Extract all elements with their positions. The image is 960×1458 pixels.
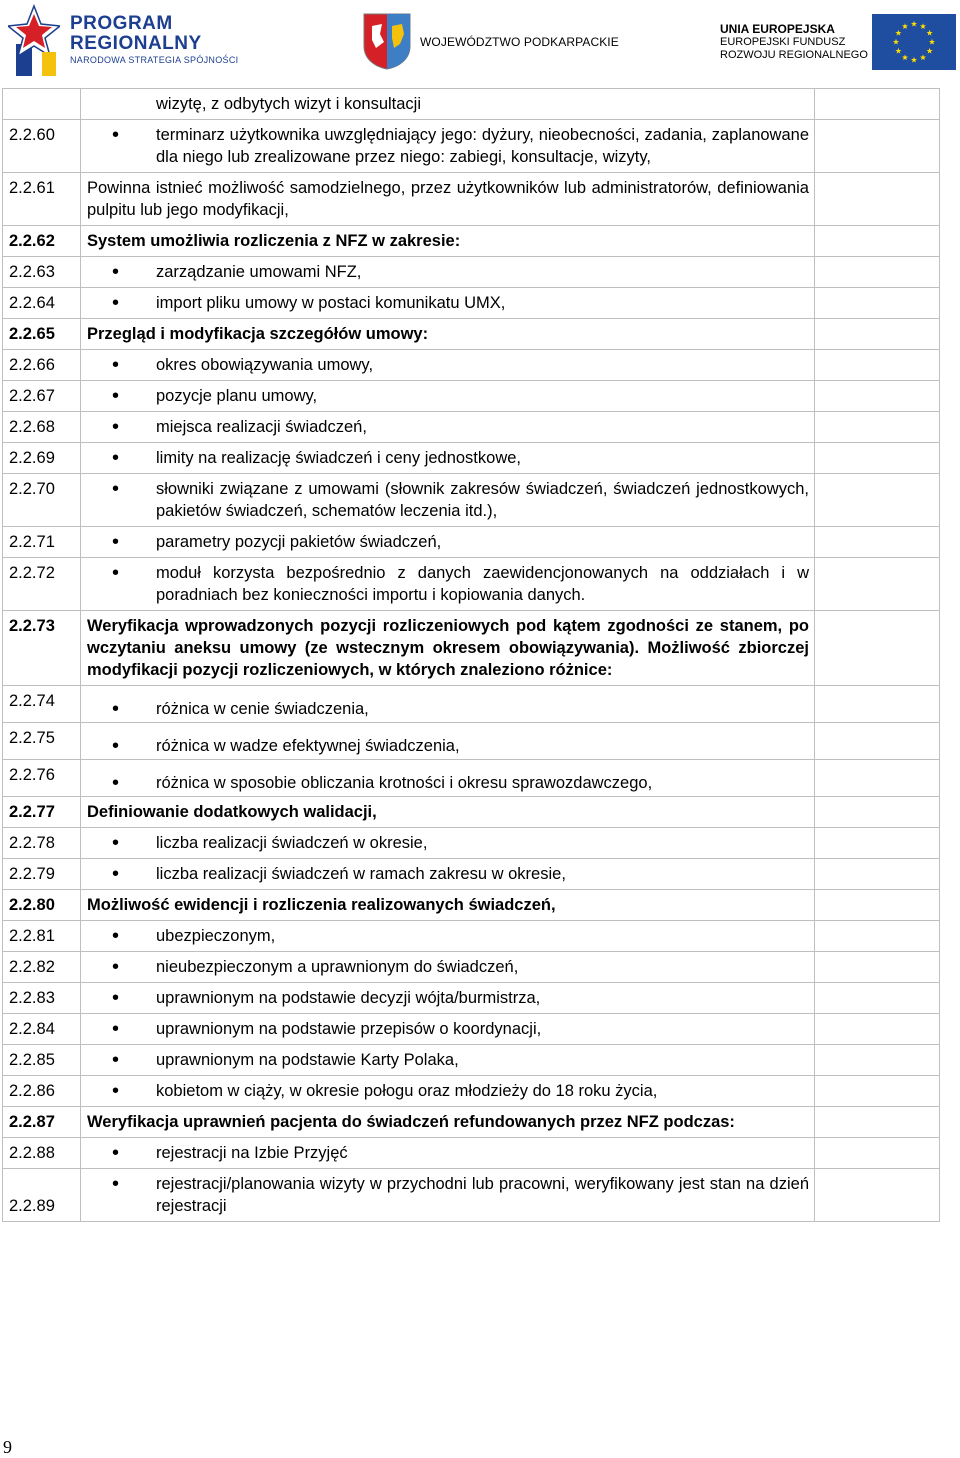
requirement-number: 2.2.79 xyxy=(3,859,81,890)
requirement-text-cell xyxy=(81,952,815,983)
requirement-text: Weryfikacja wprowadzonych pozycji rozliczeniowych pod kątem zgodności ze stanem, po wczytaniu aneksu umowy (ze wstecznym okresem obowiązywania). Możliwość zbiorczej modyfikacji pozycji rozliczeniowych, w których znaleziono różnice: xyxy=(87,617,809,679)
requirement-text-cell xyxy=(81,890,815,921)
requirement-text: • uprawnionym na podstawie przepisów o koordynacji, xyxy=(87,1018,809,1040)
requirement-number: 2.2.85 xyxy=(3,1045,81,1076)
empty-column-cell xyxy=(815,350,940,381)
table-row xyxy=(3,474,940,527)
table-row xyxy=(3,983,940,1014)
requirements-table xyxy=(2,88,940,1222)
empty-column-cell xyxy=(815,1138,940,1169)
empty-column-cell xyxy=(815,890,940,921)
table-row xyxy=(3,1076,940,1107)
table-row xyxy=(3,723,940,760)
voivodeship-logo xyxy=(362,10,662,72)
requirement-text-cell xyxy=(81,760,815,797)
requirement-text: • moduł korzysta bezpośrednio z danych zaewidencjonowanych na oddziałach i w poradniach bez konieczności importu i kopiowania danych. xyxy=(87,562,809,606)
requirement-number: 2.2.62 xyxy=(3,226,81,257)
empty-column-cell xyxy=(815,686,940,723)
requirement-number: 2.2.63 xyxy=(3,257,81,288)
requirement-number: 2.2.75 xyxy=(3,723,81,760)
empty-column-cell xyxy=(815,173,940,226)
requirement-text: • kobietom w ciąży, w okresie połogu oraz młodzieży do 18 roku życia, xyxy=(87,1080,809,1102)
requirement-text: • limity na realizację świadczeń i ceny jednostkowe, xyxy=(87,447,809,469)
requirement-text-cell xyxy=(81,558,815,611)
requirement-number: 2.2.83 xyxy=(3,983,81,1014)
requirement-number xyxy=(3,89,81,120)
empty-column-cell xyxy=(815,828,940,859)
requirement-text: • rejestracji na Izbie Przyjęć xyxy=(87,1142,809,1164)
requirement-text: • różnica w cenie świadczenia, xyxy=(87,698,809,720)
requirement-text-cell xyxy=(81,828,815,859)
empty-column-cell xyxy=(815,797,940,828)
requirement-text: • liczba realizacji świadczeń w ramach zakresu w okresie, xyxy=(87,863,809,885)
requirement-text: Możliwość ewidencji i rozliczenia realizowanych świadczeń, xyxy=(87,896,556,914)
requirement-number: 2.2.66 xyxy=(3,350,81,381)
requirement-number: 2.2.71 xyxy=(3,527,81,558)
requirement-text: • ubezpieczonym, xyxy=(87,925,809,947)
requirement-number: 2.2.87 xyxy=(3,1107,81,1138)
table-row xyxy=(3,288,940,319)
requirement-text-cell xyxy=(81,173,815,226)
program-regionalny-wordmark xyxy=(70,14,238,67)
empty-column-cell xyxy=(815,611,940,686)
table-row xyxy=(3,412,940,443)
eu-wordmark xyxy=(720,22,868,62)
empty-column-cell xyxy=(815,527,940,558)
requirement-number: 2.2.89 xyxy=(3,1169,81,1222)
requirement-text: • rejestracji/planowania wizyty w przychodni lub pracowni, weryfikowany jest stan na dzień rejestracji xyxy=(87,1173,809,1217)
eu-flag-icon xyxy=(872,14,956,70)
requirement-text-cell xyxy=(81,350,815,381)
empty-column-cell xyxy=(815,443,940,474)
empty-column-cell xyxy=(815,89,940,120)
requirement-text: System umożliwia rozliczenia z NFZ w zakresie: xyxy=(87,232,461,250)
table-row xyxy=(3,859,940,890)
requirement-text: • zarządzanie umowami NFZ, xyxy=(87,261,809,283)
empty-column-cell xyxy=(815,226,940,257)
requirement-number: 2.2.65 xyxy=(3,319,81,350)
table-row xyxy=(3,319,940,350)
table-row xyxy=(3,443,940,474)
page-number: 9 xyxy=(3,1437,12,1457)
requirement-number: 2.2.61 xyxy=(3,173,81,226)
requirement-text-cell xyxy=(81,120,815,173)
requirement-text-cell xyxy=(81,611,815,686)
empty-column-cell xyxy=(815,288,940,319)
requirement-number: 2.2.77 xyxy=(3,797,81,828)
table-row xyxy=(3,611,940,686)
requirement-text-cell xyxy=(81,474,815,527)
requirement-number: 2.2.69 xyxy=(3,443,81,474)
table-row xyxy=(3,1138,940,1169)
empty-column-cell xyxy=(815,859,940,890)
requirement-text: • nieubezpieczonym a uprawnionym do świadczeń, xyxy=(87,956,809,978)
table-row xyxy=(3,1107,940,1138)
table-row xyxy=(3,381,940,412)
table-row xyxy=(3,1169,940,1222)
requirement-text: • różnica w wadze efektywnej świadczenia, xyxy=(87,735,809,757)
table-row xyxy=(3,226,940,257)
page-header xyxy=(0,0,960,80)
requirement-number: 2.2.78 xyxy=(3,828,81,859)
requirement-number: 2.2.84 xyxy=(3,1014,81,1045)
requirement-text-cell xyxy=(81,686,815,723)
requirement-number: 2.2.76 xyxy=(3,760,81,797)
requirement-number: 2.2.86 xyxy=(3,1076,81,1107)
empty-column-cell xyxy=(815,723,940,760)
requirement-text-cell xyxy=(81,1169,815,1222)
requirement-text: • liczba realizacji świadczeń w okresie, xyxy=(87,832,809,854)
requirement-text-cell xyxy=(81,89,815,120)
requirement-number: 2.2.73 xyxy=(3,611,81,686)
table-row xyxy=(3,173,940,226)
table-row xyxy=(3,1014,940,1045)
program-line1: PROGRAM xyxy=(70,13,173,34)
requirement-number: 2.2.67 xyxy=(3,381,81,412)
table-row xyxy=(3,120,940,173)
table-row xyxy=(3,527,940,558)
requirement-text-cell xyxy=(81,443,815,474)
requirement-number: 2.2.68 xyxy=(3,412,81,443)
requirement-text: • różnica w sposobie obliczania krotności i okresu sprawozdawczego, xyxy=(87,772,809,794)
requirement-text-cell xyxy=(81,921,815,952)
empty-column-cell xyxy=(815,257,940,288)
requirement-text: • uprawnionym na podstawie Karty Polaka, xyxy=(87,1049,809,1071)
empty-column-cell xyxy=(815,1107,940,1138)
empty-column-cell xyxy=(815,1169,940,1222)
empty-column-cell xyxy=(815,952,940,983)
requirement-number: 2.2.60 xyxy=(3,120,81,173)
requirement-text: • pozycje planu umowy, xyxy=(87,385,809,407)
requirement-number: 2.2.80 xyxy=(3,890,81,921)
requirement-text-cell xyxy=(81,288,815,319)
empty-column-cell xyxy=(815,1045,940,1076)
requirement-text-cell xyxy=(81,1014,815,1045)
program-regionalny-star-icon xyxy=(8,4,60,76)
table-row xyxy=(3,921,940,952)
empty-column-cell xyxy=(815,474,940,527)
requirement-text: Definiowanie dodatkowych walidacji, xyxy=(87,803,377,821)
program-regionalny-logo xyxy=(6,4,246,76)
requirement-text-cell xyxy=(81,226,815,257)
table-row xyxy=(3,760,940,797)
requirement-text: • okres obowiązywania umowy, xyxy=(87,354,809,376)
empty-column-cell xyxy=(815,921,940,952)
table-row xyxy=(3,828,940,859)
eu-line3: ROZWOJU REGIONALNEGO xyxy=(720,49,868,61)
requirement-text-cell xyxy=(81,859,815,890)
table-row xyxy=(3,686,940,723)
requirement-text-cell xyxy=(81,381,815,412)
program-line3: NARODOWA STRATEGIA SPÓJNOŚCI xyxy=(70,55,239,65)
requirement-text-cell xyxy=(81,527,815,558)
program-line2: REGIONALNY xyxy=(70,33,202,54)
requirement-number: 2.2.70 xyxy=(3,474,81,527)
table-row xyxy=(3,797,940,828)
requirement-text: Powinna istnieć możliwość samodzielnego, przez użytkowników lub administratorów, definiowania pulpitu lub jego modyfikacji, xyxy=(87,179,809,219)
empty-column-cell xyxy=(815,1076,940,1107)
table-row xyxy=(3,890,940,921)
requirement-text: • słowniki związane z umowami (słownik zakresów świadczeń, świadczeń jednostkowych, pakietów świadczeń, schematów leczenia itd.), xyxy=(87,478,809,522)
requirement-number: 2.2.81 xyxy=(3,921,81,952)
requirement-text: • import pliku umowy w postaci komunikatu UMX, xyxy=(87,292,809,314)
table-row xyxy=(3,558,940,611)
requirement-text-cell xyxy=(81,412,815,443)
requirement-text-cell xyxy=(81,1076,815,1107)
requirement-number: 2.2.82 xyxy=(3,952,81,983)
eu-logo xyxy=(700,10,958,72)
requirement-text-cell xyxy=(81,319,815,350)
table-row xyxy=(3,952,940,983)
requirement-number: 2.2.88 xyxy=(3,1138,81,1169)
coat-of-arms-icon xyxy=(362,12,412,70)
requirement-number: 2.2.64 xyxy=(3,288,81,319)
requirement-text-cell xyxy=(81,1107,815,1138)
table-row xyxy=(3,350,940,381)
table-row xyxy=(3,257,940,288)
empty-column-cell xyxy=(815,983,940,1014)
requirement-text-cell xyxy=(81,797,815,828)
eu-line1: UNIA EUROPEJSKA xyxy=(720,22,835,36)
empty-column-cell xyxy=(815,1014,940,1045)
empty-column-cell xyxy=(815,319,940,350)
eu-line2: EUROPEJSKI FUNDUSZ xyxy=(720,36,846,48)
voivodeship-name: WOJEWÓDZTWO PODKARPACKIE xyxy=(420,35,619,49)
empty-column-cell xyxy=(815,120,940,173)
requirement-text: wizytę, z odbytych wizyt i konsultacji xyxy=(156,95,422,113)
empty-column-cell xyxy=(815,412,940,443)
requirement-text-cell xyxy=(81,1045,815,1076)
requirement-number: 2.2.74 xyxy=(3,686,81,723)
requirement-text: • miejsca realizacji świadczeń, xyxy=(87,416,809,438)
empty-column-cell xyxy=(815,760,940,797)
requirement-text-cell xyxy=(81,257,815,288)
requirement-text: • terminarz użytkownika uwzględniający jego: dyżury, nieobecności, zadania, zaplanowane dla niego lub zrealizowane przez niego: zabiegi, konsultacje, wizyty, xyxy=(87,124,809,168)
requirement-number: 2.2.72 xyxy=(3,558,81,611)
table-row xyxy=(3,1045,940,1076)
requirement-text-cell xyxy=(81,983,815,1014)
requirement-text: Przegląd i modyfikacja szczegółów umowy: xyxy=(87,325,429,343)
requirements-table-body xyxy=(3,89,940,1222)
empty-column-cell xyxy=(815,381,940,412)
requirement-text: • parametry pozycji pakietów świadczeń, xyxy=(87,531,809,553)
empty-column-cell xyxy=(815,558,940,611)
table-row xyxy=(3,89,940,120)
requirement-text: • uprawnionym na podstawie decyzji wójta/burmistrza, xyxy=(87,987,809,1009)
requirement-text-cell xyxy=(81,723,815,760)
requirement-text: Weryfikacja uprawnień pacjenta do świadczeń refundowanych przez NFZ podczas: xyxy=(87,1113,735,1131)
requirement-text-cell xyxy=(81,1138,815,1169)
